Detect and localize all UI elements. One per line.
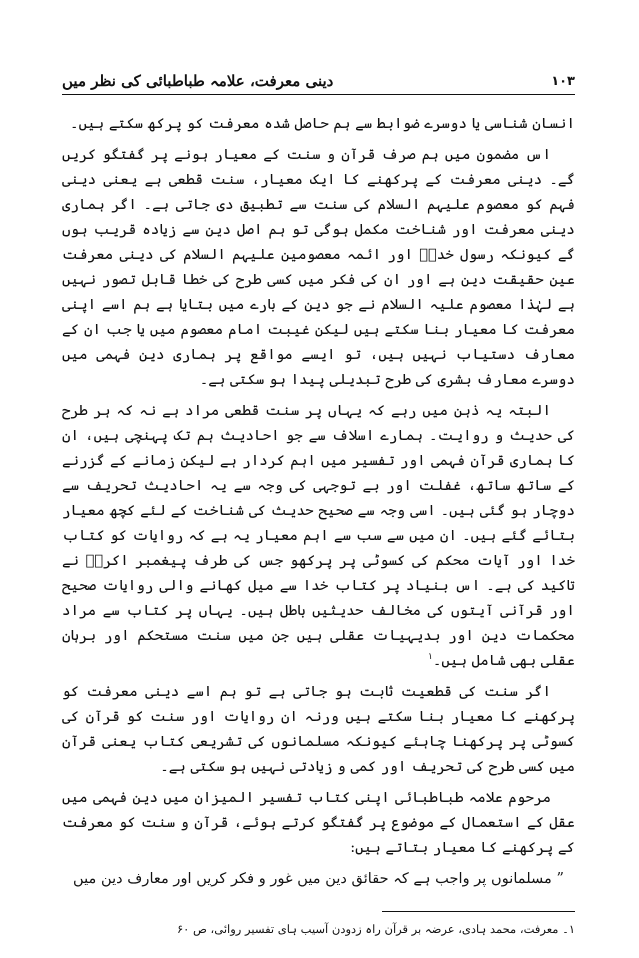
footnote: ۱۔ معرفت، محمد ہادی، عرضہ بر قرآن راہ زدودن آسیب ہای تفسیر روائی، ص ۶۰ <box>176 922 575 936</box>
paragraph: مرحوم علامہ طباطبائی اپنی کتاب تفسیر المیزان میں دین فہمی میں عقل کے استعمال کے موضوع پر گفتگو کرتے ہوئے، قرآن و سنت کو معرفت کے پرکھنے کا معیار بتاتے ہیں: <box>62 789 575 856</box>
footnote-area <box>62 911 575 938</box>
paragraph: اس مضمون میں ہم صرف قرآن و سنت کے معیار ہونے پر گفتگو کریں گے۔ دینی معرفت کے پرکھنے کا ایک معیار، سنت قطعی ہے یعنی دینی فہم کو معصوم علیہم السلام کی سنت سے تطبیق دی جاتی ہے۔ اگر ہماری دینی معرفت اور شناخت مکمل ہوگی تو ہم اصل دین سے زیادہ قریب ہوں گے کیونکہ رسول خداؐ اور ائمہ معصومین علیہم السلام کی دینی معرفت عین حقیقت دین ہے اور ان کی فکر میں کسی طرح کی خطا قابل تصور نہیں ہے لہٰذا معصوم علیہ السلام نے جو دین کے بارے میں بتایا ہے ہم اسے اپنی معرفت کا معیار بنا سکتے ہیں لیکن غیبت امام معصوم میں یا جب ان کے معارف دستیاب نہیں ہیں، تو ایسے مواقع پر ہماری دین فہمی میں دوسرے معارف بشری کی طرح تبدیلی پیدا ہو سکتی ہے۔ <box>62 146 575 388</box>
paragraph: اگر سنت کی قطعیت ثابت ہو جاتی ہے تو ہم اسے دینی معرفت کو پرکھنے کا معیار بنا سکتے ہیں ورنہ ان روایات اور سنت کو قرآن کی کسوٹی پر پرکھنا چاہئے کیونکہ مسلمانوں کی تشریعی کتاب یعنی قرآن میں کسی طرح کی تحریف اور کمی و زیادتی نہیں ہو سکتی ہے۔ <box>62 683 575 775</box>
footnote-divider <box>382 911 575 912</box>
body-text <box>62 111 575 897</box>
footnote-reference[interactable]: ۱ <box>427 652 433 663</box>
running-header <box>62 66 575 95</box>
block-quote: ” مسلمانوں پر واجب ہے کہ حقائق دین میں غور و فکر کریں اور معارف دین میں <box>73 870 564 887</box>
paragraph-text: البتہ یہ ذہن میں رہے کہ یہاں پر سنت قطعی مراد ہے نہ کہ ہر طرح کی حدیث و روایت۔ ہمارے اسلاف سے جو احادیث ہم تک پہنچی ہیں، ان کا ہماری قرآن فہمی اور تفسیر میں اہم کردار ہے لیکن زمانے کے گزرنے کے ساتھ ساتھ، غفلت اور بے توجہی کی وجہ سے یہ احادیث تحریف سے دوچار ہو گئی ہیں۔ اسی وجہ سے صحیح حدیث کی شناخت کے لئے کچھ معیار بتائے گئے ہیں۔ ان میں سے سب سے اہم معیار یہ ہے کہ روایات کو کتاب خدا اور آیات محکم کی کسوٹی پر پرکھو جس کی طرف پیغمبر اکرمؐ نے تاکید کی ہے۔ اس بنیاد پر کتاب خدا سے میل کھانے والی روایات صحیح اور قرآنی آیتوں کی مخالف حدیثیں باطل ہیں۔ یہاں پر کتاب سے مراد محکمات دین اور بدیہیات عقلی ہیں جن میں سنت مستحکم اور برہان عقلی بھی شامل ہیں۔ <box>62 402 575 669</box>
paragraph <box>62 398 575 673</box>
running-title: دینی معرفت، علامہ طباطبائی کی نظر میں <box>62 72 334 90</box>
book-page <box>62 0 575 958</box>
paragraph-continuation: انسان شناسی یا دوسرے ضوابط سے ہم حاصل شدہ معرفت کو پرکھ سکتے ہیں۔ <box>70 115 575 132</box>
page-number: ۱۰۳ <box>551 74 575 89</box>
